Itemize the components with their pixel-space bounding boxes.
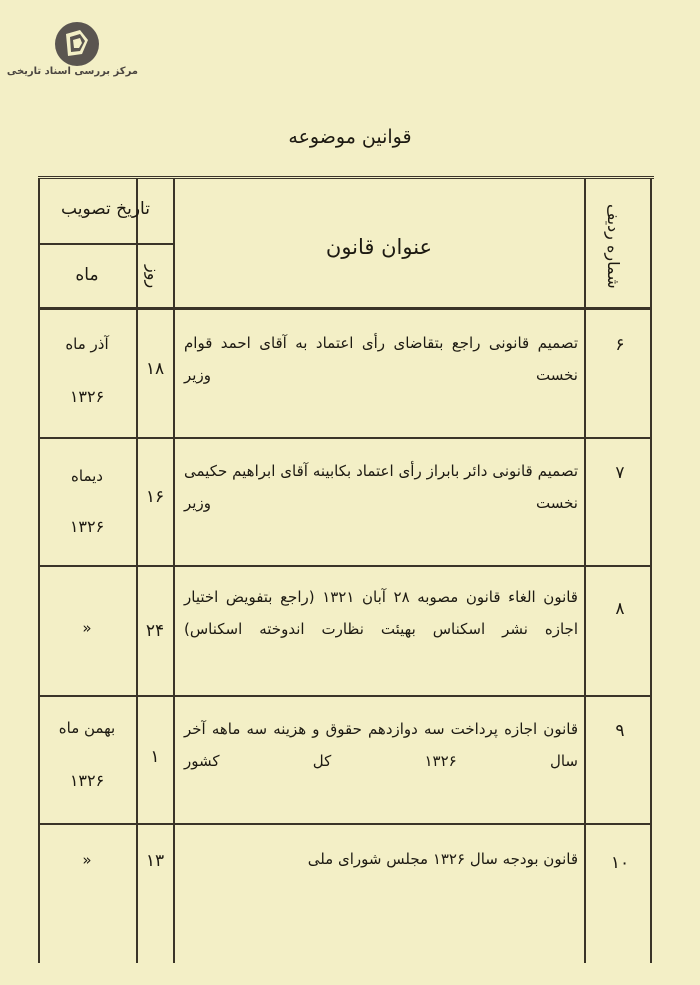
row-divider [38, 565, 652, 567]
header-day: روز [144, 265, 163, 289]
header-month: ماه [75, 265, 99, 285]
logo-text: مرکز بررسی اسناد تاریخی [6, 66, 138, 77]
row-divider [38, 437, 652, 439]
row-number: ۸ [615, 599, 625, 619]
laws-table [38, 176, 654, 963]
column-divider [173, 179, 175, 963]
header-row-number: شماره ردیف [604, 203, 623, 289]
approval-day: ۱۶ [145, 487, 165, 507]
table-border-left [38, 179, 40, 963]
date-header-divider [38, 243, 173, 245]
row-number: ۷ [615, 463, 625, 483]
table-border-right [650, 179, 652, 963]
approval-month: دیماه [71, 467, 103, 485]
column-divider [136, 179, 138, 963]
approval-year: ۱۳۲۶ [69, 387, 105, 406]
archive-logo [6, 20, 138, 90]
row-number: ۹ [615, 721, 625, 741]
header-approval-date: تاریخ تصویب [61, 199, 150, 219]
approval-year: ۱۳۲۶ [69, 771, 105, 790]
row-number: ۶ [615, 335, 625, 355]
approval-day: ۲۴ [145, 621, 165, 641]
approval-day: ۱ [150, 747, 160, 767]
approval-month-ditto: « [82, 851, 92, 869]
row-divider [38, 823, 652, 825]
law-title: قانون الغاء قانون مصوبه ۲۸ آبان ۱۳۲۱ (راجع بتفویض اختیار اجازه نشر اسکناس بهیئت نظارت اندوخته اسکناس) [184, 588, 578, 638]
approval-month-ditto: « [82, 619, 92, 637]
law-title: تصمیم قانونی دائر بابراز رأی اعتماد بکابینه آقای ابراهیم حکیمی نخست وزیر [184, 462, 578, 512]
header-bottom-border [38, 307, 652, 310]
approval-day: ۱۸ [145, 359, 165, 379]
header-law-title: عنوان قانون [325, 235, 433, 259]
row-number: ۱۰ [610, 853, 630, 873]
archive-logo-icon [52, 20, 102, 68]
approval-day: ۱۳ [145, 851, 165, 871]
column-divider [584, 179, 586, 963]
law-title: تصمیم قانونی راجع بتقاضای رأی اعتماد به آقای احمد قوام نخست وزیر [184, 334, 578, 384]
law-title: قانون بودجه سال ۱۳۲۶ مجلس شورای ملی [307, 850, 578, 868]
approval-month: آذر ماه [65, 335, 109, 353]
page-title: قوانین موضوعه [288, 126, 412, 148]
row-divider [38, 695, 652, 697]
law-title: قانون اجازه پرداخت سه دوازدهم حقوق و هزینه سه ماهه آخر سال ۱۳۲۶ کل کشور [184, 720, 578, 770]
approval-year: ۱۳۲۶ [69, 517, 105, 536]
approval-month: بهمن ماه [58, 719, 116, 737]
